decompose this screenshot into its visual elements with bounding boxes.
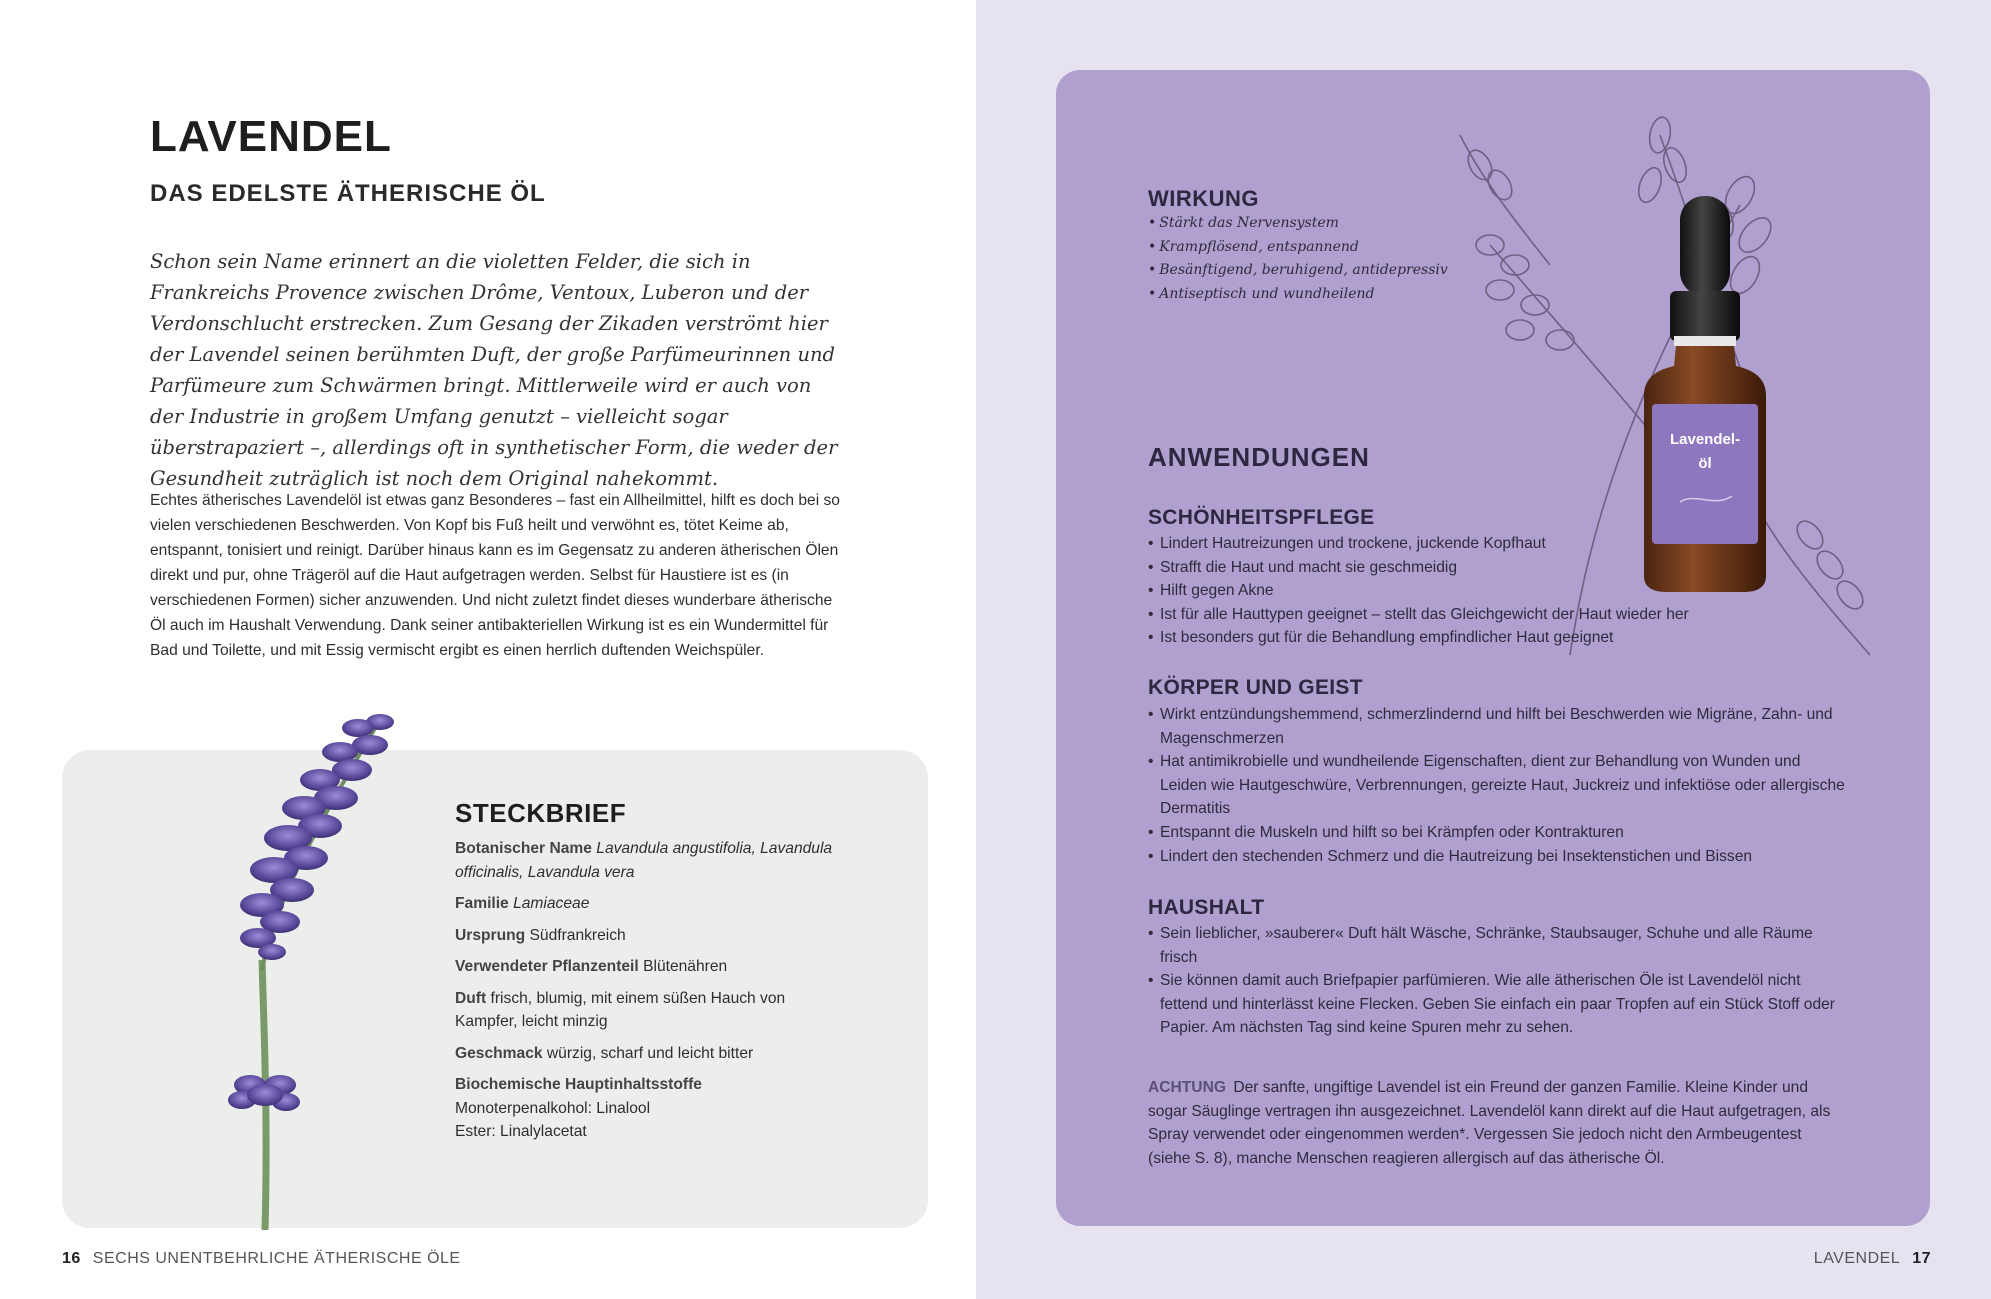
haushalt-list: [1148, 922, 1848, 1040]
lavender-flower-image: [180, 700, 480, 1230]
page-number-left: 16: [62, 1250, 81, 1267]
schoenheitspflege-list: [1148, 532, 1788, 650]
page-number-right: 17: [1912, 1250, 1931, 1267]
achtung-label: ACHTUNG: [1148, 1079, 1226, 1096]
bottle-label-line-1: Lavendel-: [1669, 431, 1741, 448]
scent-value: frisch, blumig, mit einem süßen Hauch von Kampfer, leicht minzig: [455, 989, 786, 1030]
list-item: • Antiseptisch und wundheilend: [1148, 283, 1488, 307]
footer-left: [62, 1250, 461, 1268]
steckbrief-title: STECKBRIEF: [455, 798, 627, 828]
family-label: Familie: [455, 895, 509, 912]
steckbrief-family: [455, 892, 835, 916]
constituents-label: Biochemische Hauptinhaltsstoffe: [455, 1076, 702, 1093]
origin-label: Ursprung: [455, 926, 526, 944]
family-value: Lamiaceae: [513, 895, 590, 912]
constituents-line-1: Monoterpenalkohol: Linalool: [455, 1099, 651, 1117]
list-item: • Hat antimikrobielle und wundheilende Eigenschaften, dient zur Behandlung von Wunden und Leiden wie Hautgeschwüre, Verbrennungen, gereizte Haut, Juckreiz und infektiöse oder allergische Dermatitis: [1148, 750, 1848, 821]
list-item: • Hilft gegen Akne: [1148, 579, 1788, 603]
bottle-label-line-2: öl: [1698, 455, 1712, 472]
plant-part-value: Blütenähren: [643, 958, 728, 975]
running-head-right: LAVENDEL: [1813, 1250, 1901, 1267]
haushalt-heading: HAUSHALT: [1148, 896, 1265, 919]
footer-right: [1814, 1250, 1931, 1268]
list-item: • Sie können damit auch Briefpapier parfümieren. Wie alle ätherischen Öle ist Lavendelöl nicht fettend und hinterlässt keine Flecken. Geben Sie einfach ein paar Tropfen auf ein Stück Stoff oder Papier. Am nächsten Tag sind keine Spuren mehr zu sehen.: [1148, 969, 1848, 1040]
achtung-text: Der sanfte, ungiftige Lavendel ist ein Freund der ganzen Familie. Kleine Kinder und sogar Säuglinge vertragen ihn ausgezeichnet. Lavendelöl kann direkt auf die Haut aufgetragen, als Spray verwendet oder eingenommen werden*. Vergessen Sie jedoch nicht den Armbeugentest (siehe S. 8), manche Menschen reagieren allergisch auf das ätherische Öl.: [1148, 1079, 1831, 1167]
steckbrief-plant-part: [455, 955, 835, 979]
intro-paragraph: Schon sein Name erinnert an die violetten Felder, die sich in Frankreichs Provence zwischen Drôme, Ventoux, Luberon und der Verdonschlucht erstrecken. Zum Gesang der Zikaden verströmt hier der Lavendel seinen berühmten Duft, der große Parfümeurinnen und Parfümeure zum Schwärmen bringt. Mittlerweile wird er auch von der Industrie in großem Umfang genutzt – vielleicht sogar überstrapaziert –, allerdings oft in synthetischer Form, die weder der Gesundheit zuträglich ist noch dem Original nahekommt.: [150, 250, 838, 490]
steckbrief-taste: [455, 1042, 835, 1066]
achtung-note: [1148, 1076, 1848, 1170]
steckbrief-content: [455, 798, 835, 1152]
running-head-left: SECHS UNENTBEHRLICHE ÄTHERISCHE ÖLE: [92, 1250, 461, 1267]
steckbrief-botanical-name: [455, 837, 835, 884]
list-item: • Entspannt die Muskeln und hilft so bei Krämpfen oder Kontrakturen: [1148, 821, 1848, 845]
list-item: • Strafft die Haut und macht sie geschmeidig: [1148, 556, 1788, 580]
list-item: • Ist besonders gut für die Behandlung empfindlicher Haut geeignet: [1148, 626, 1788, 650]
koerper-und-geist-list: [1148, 703, 1848, 868]
list-item: • Wirkt entzündungshemmend, schmerzlindernd und hilft bei Beschwerden wie Migräne, Zahn- und Magenschmerzen: [1148, 703, 1848, 750]
taste-label: Geschmack: [455, 1044, 543, 1062]
list-item: • Besänftigend, beruhigend, antidepressiv: [1148, 259, 1488, 283]
page-subtitle: DAS EDELSTE ÄTHERISCHE ÖL: [150, 180, 546, 207]
steckbrief-constituents: [455, 1073, 835, 1144]
list-item: • Lindert Hautreizungen und trockene, juckende Kopfhaut: [1148, 532, 1788, 556]
wirkung-list: [1148, 212, 1488, 306]
schoenheitspflege-heading: SCHÖNHEITSPFLEGE: [1148, 506, 1375, 529]
constituents-line-2: Ester: Linalylacetat: [455, 1123, 587, 1140]
list-item: • Ist für alle Hauttypen geeignet – stellt das Gleichgewicht der Haut wieder her: [1148, 603, 1788, 627]
koerper-und-geist-heading: KÖRPER UND GEIST: [1148, 676, 1363, 699]
steckbrief-origin: [455, 924, 835, 948]
origin-value: Südfrankreich: [529, 926, 626, 944]
list-item: • Stärkt das Nervensystem: [1148, 212, 1488, 236]
taste-value: würzig, scharf und leicht bitter: [546, 1044, 754, 1062]
body-paragraph: Echtes ätherisches Lavendelöl ist etwas ganz Besonderes – fast ein Allheilmittel, hilft es doch bei so vielen verschiedenen Beschwerden. Von Kopf bis Fuß heilt und verwöhnt es, tötet Keime ab, entspannt, tonisiert und reinigt. Darüber hinaus kann es im Gegensatz zu anderen ätherischen Ölen direkt und pur, ohne Trägeröl auf die Haut aufgetragen werden. Selbst für Haustiere ist es (in verschiedenen Formen) sicher anzuwenden. Und nicht zuletzt findet dieses wunderbare ätherische Öl auch im Haushalt Verwendung. Dank seiner antibakteriellen Wirkung ist es ein Wundermittel für Bad und Toilette, und mit Essig vermischt ergibt es einen herrlich duftenden Weichspüler.: [150, 492, 840, 659]
anwendungen-heading: ANWENDUNGEN: [1148, 442, 1370, 472]
page-title: LAVENDEL: [150, 112, 392, 161]
wirkung-heading: WIRKUNG: [1148, 186, 1260, 211]
steckbrief-scent: [455, 987, 835, 1034]
list-item: • Krampflösend, entspannend: [1148, 236, 1488, 260]
list-item: • Lindert den stechenden Schmerz und die Hautreizung bei Insektenstichen und Bissen: [1148, 845, 1848, 869]
list-item: • Sein lieblicher, »sauberer« Duft hält Wäsche, Schränke, Staubsauger, Schuhe und alle Räume frisch: [1148, 922, 1848, 969]
botanical-value: Lavandula angustifolia, Lavandula officinalis, Lavandula vera: [455, 840, 833, 881]
scent-label: Duft: [455, 989, 487, 1007]
plant-part-label: Verwendeter Pflanzenteil: [455, 958, 639, 975]
botanical-label: Botanischer Name: [455, 840, 592, 857]
